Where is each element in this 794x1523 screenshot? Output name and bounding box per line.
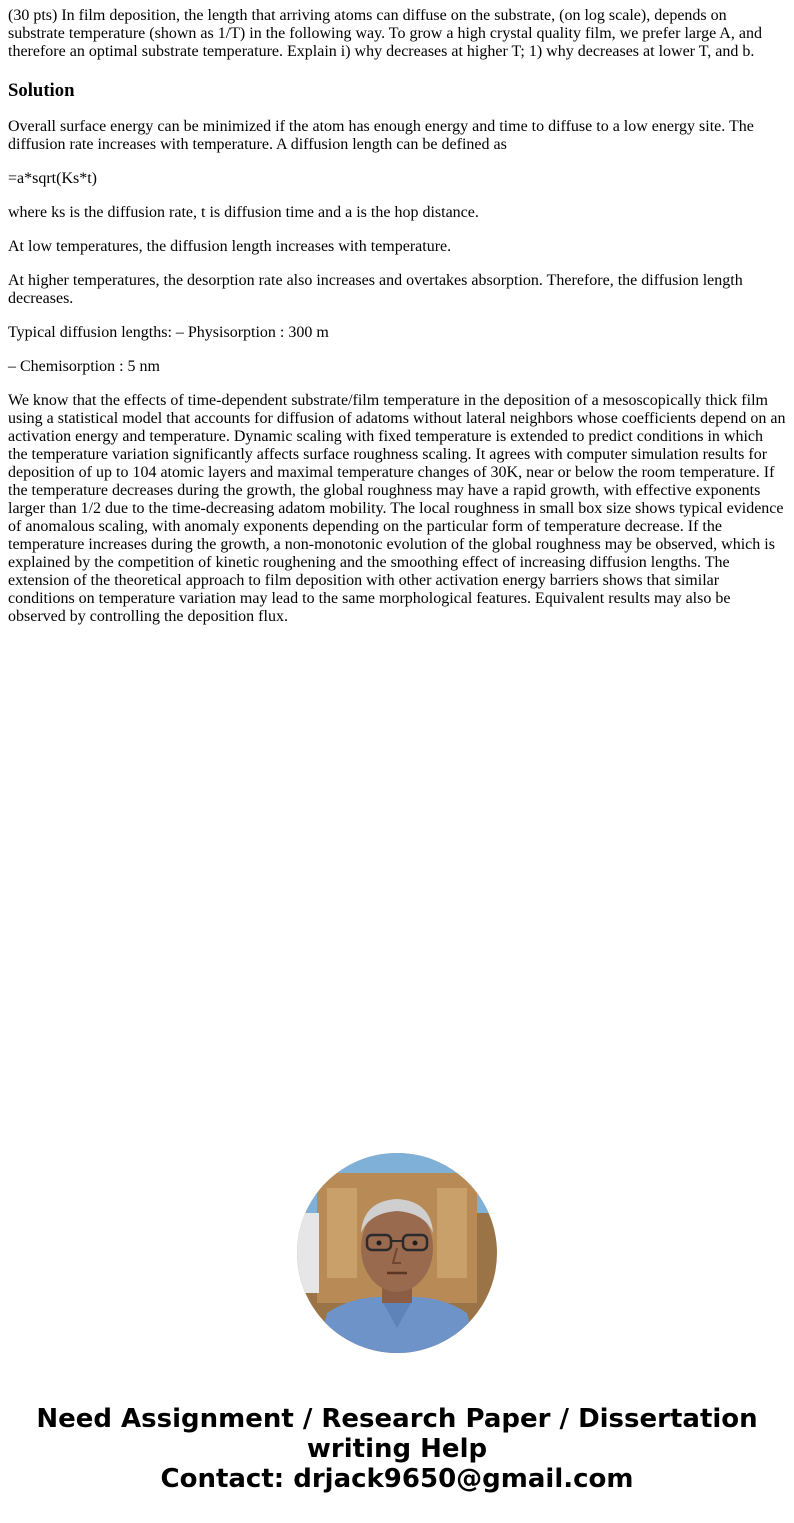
- portrait-illustration: [297, 1153, 497, 1353]
- question-text: (30 pts) In film deposition, the length that arriving atoms can diffuse on the substrate, (on log scale), depends on substrate temperature (shown as 1/T) in the following way. To grow a high crystal quality film, we prefer large A, and therefore an optimal substrate temperature. Explain i) why decreases at higher T; 1) why decreases at lower T, and b.: [8, 7, 762, 60]
- promo-contact: Contact: drjack9650@gmail.com: [160, 1464, 634, 1494]
- solution-paragraph: At low temperatures, the diffusion length increases with temperature.: [8, 238, 452, 255]
- solution-paragraph: At higher temperatures, the desorption rate also increases and overtakes absorption. Therefore, the diffusion length decreases.: [8, 272, 743, 307]
- solution-paragraph: Typical diffusion lengths: – Physisorption : 300 m: [8, 324, 329, 341]
- solution-document: [8, 7, 786, 642]
- solution-paragraph: Overall surface energy can be minimized if the atom has enough energy and time to diffuse to a low energy site. The diffusion rate increases with temperature. A diffusion length can be defined as: [8, 118, 754, 153]
- author-photo: [297, 1153, 497, 1353]
- promo-line: Need Assignment / Research Paper / Dissertation: [36, 1404, 758, 1434]
- solution-heading: Solution: [8, 80, 75, 101]
- solution-paragraph: – Chemisorption : 5 nm: [8, 358, 160, 375]
- solution-paragraph: where ks is the diffusion rate, t is diffusion time and a is the hop distance.: [8, 204, 479, 221]
- promo-line: writing Help: [306, 1434, 488, 1464]
- solution-paragraph: We know that the effects of time-dependent substrate/film temperature in the deposition of a mesoscopically thick film using a statistical model that accounts for diffusion of adatoms without lateral neighbors whose coefficients depend on an activation energy and temperature. Dynamic scaling with fixed temperature is extended to predict conditions in which the temperature variation significantly affects surface roughness scaling. It agrees with computer simulation results for deposition of up to 104 atomic layers and maximal temperature changes of 30K, near or below the room temperature. If the temperature decreases during the growth, the global roughness may have a rapid growth, with effective exponents larger than 1/2 due to the time-decreasing adatom mobility. The local roughness in small box size shows typical evidence of anomalous scaling, with anomaly exponents depending on the particular form of temperature decrease. If the temperature increases during the growth, a non-monotonic evolution of the global roughness may be observed, which is explained by the competition of kinetic roughening and the smoothing effect of increasing diffusion lengths. The extension of the theoretical approach to film deposition with other activation energy barriers shows that similar conditions on temperature variation may lead to the same morphological features. Equivalent results may also be observed by controlling the deposition flux.: [8, 392, 786, 625]
- formula-line: =a*sqrt(Ks*t): [8, 170, 98, 187]
- promo-banner: [0, 1404, 794, 1494]
